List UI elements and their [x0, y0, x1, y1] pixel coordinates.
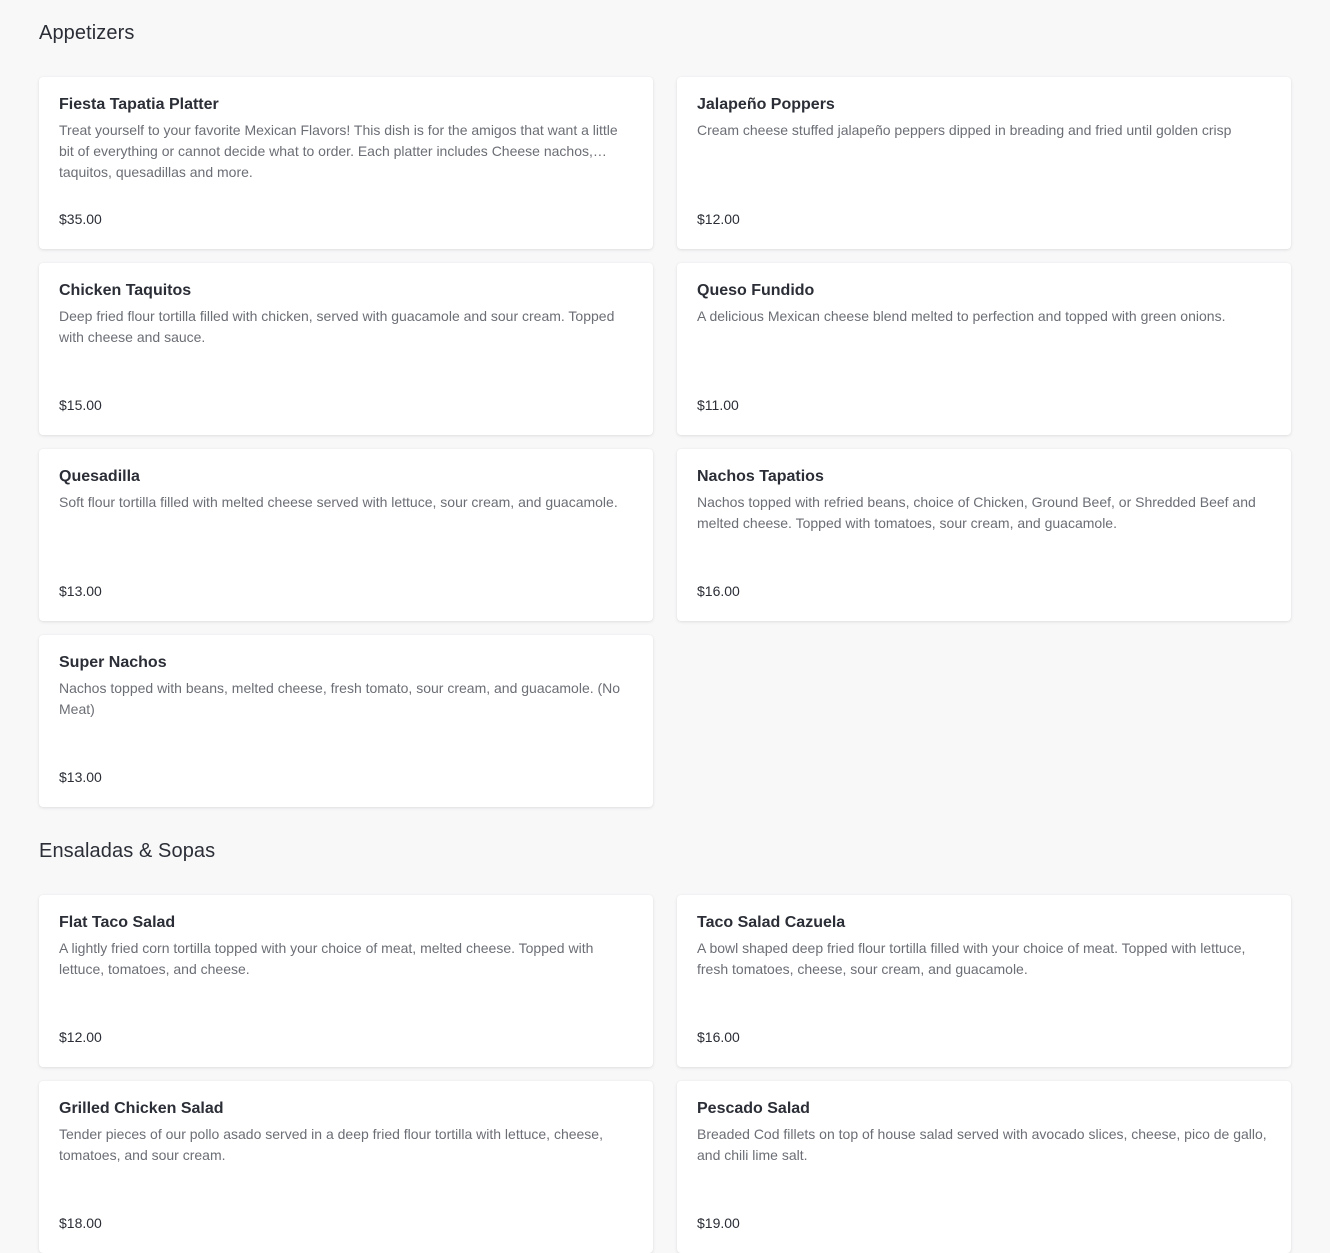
- menu-item-card[interactable]: [39, 449, 653, 621]
- item-description: Cream cheese stuffed jalapeño peppers dipped in breading and fried until golden crisp: [697, 122, 1232, 138]
- item-price: $16.00: [697, 1029, 740, 1045]
- item-price: $15.00: [59, 397, 102, 413]
- item-price: $12.00: [697, 211, 740, 227]
- menu-item-card[interactable]: [677, 263, 1291, 435]
- menu-section-ensaladas-sopas: [39, 837, 1291, 1253]
- section-title: Appetizers: [39, 22, 135, 44]
- item-price: $13.00: [59, 583, 102, 599]
- item-description: Tender pieces of our pollo asado served in a deep fried flour tortilla with lettuce, cheese, tomatoes, and sour cream.: [59, 1126, 603, 1163]
- item-description: Soft flour tortilla filled with melted cheese served with lettuce, sour cream, and guacamole.: [59, 494, 618, 510]
- item-name: Flat Taco Salad: [59, 914, 176, 931]
- menu-item-card[interactable]: [39, 635, 653, 807]
- menu-item-card[interactable]: [677, 449, 1291, 621]
- item-description: Breaded Cod fillets on top of house salad served with avocado slices, cheese, pico de gallo, and chili lime salt.: [697, 1126, 1267, 1163]
- menu-item-card[interactable]: [677, 77, 1291, 249]
- item-price: $12.00: [59, 1029, 102, 1045]
- item-price: $13.00: [59, 769, 102, 785]
- item-name: Pescado Salad: [697, 1100, 810, 1117]
- menu-item-card[interactable]: [39, 263, 653, 435]
- menu-item-card[interactable]: [39, 77, 653, 249]
- menu-section-appetizers: [39, 19, 1291, 807]
- item-name: Jalapeño Poppers: [697, 96, 835, 113]
- item-name: Quesadilla: [59, 468, 140, 485]
- item-price: $19.00: [697, 1215, 740, 1231]
- item-name: Queso Fundido: [697, 282, 815, 299]
- item-description: Nachos topped with refried beans, choice of Chicken, Ground Beef, or Shredded Beef and melted cheese. Topped with tomatoes, sour cream, and guacamole.: [697, 494, 1256, 531]
- item-name: Super Nachos: [59, 654, 167, 671]
- item-price: $16.00: [697, 583, 740, 599]
- item-description: Deep fried flour tortilla filled with chicken, served with guacamole and sour cream. Topped with cheese and sauce.: [59, 308, 615, 345]
- item-description: A delicious Mexican cheese blend melted to perfection and topped with green onions.: [697, 308, 1226, 324]
- menu-item-card[interactable]: [677, 895, 1291, 1067]
- menu-item-grid: [39, 77, 1291, 807]
- item-name: Chicken Taquitos: [59, 282, 192, 299]
- menu-item-grid: [39, 895, 1291, 1253]
- item-price: $18.00: [59, 1215, 102, 1231]
- menu-item-card[interactable]: [677, 1081, 1291, 1253]
- item-price: $35.00: [59, 211, 102, 227]
- item-name: Taco Salad Cazuela: [697, 914, 846, 931]
- item-name: Fiesta Tapatia Platter: [59, 96, 219, 113]
- menu-item-card[interactable]: [39, 895, 653, 1067]
- item-description: A lightly fried corn tortilla topped with your choice of meat, melted cheese. Topped with lettuce, tomatoes, and cheese.: [59, 940, 594, 977]
- menu-item-card[interactable]: [39, 1081, 653, 1253]
- item-description: A bowl shaped deep fried flour tortilla filled with your choice of meat. Topped with lettuce, fresh tomatoes, cheese, sour cream, and guacamole.: [697, 940, 1246, 977]
- item-description: Treat yourself to your favorite Mexican Flavors! This dish is for the amigos that want a little bit of everything or cannot decide what to order. Each platter includes Cheese nachos, taquitos, quesadillas and more.: [59, 122, 618, 180]
- section-title: Ensaladas & Sopas: [39, 840, 216, 862]
- item-name: Nachos Tapatios: [697, 468, 824, 485]
- item-name: Grilled Chicken Salad: [59, 1100, 224, 1117]
- item-price: $11.00: [697, 397, 739, 413]
- item-description: Nachos topped with beans, melted cheese, fresh tomato, sour cream, and guacamole. (No Meat): [59, 680, 621, 717]
